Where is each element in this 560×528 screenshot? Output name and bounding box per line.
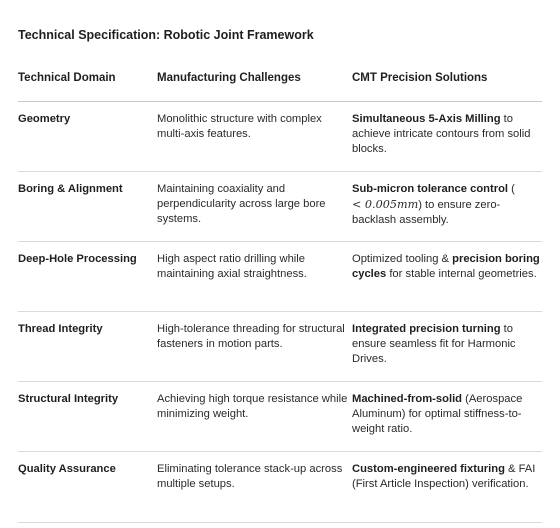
row-domain: Structural Integrity	[18, 393, 119, 405]
page-title: Technical Specification: Robotic Joint Framework	[18, 28, 314, 42]
row-solution	[352, 452, 542, 522]
row-domain: Deep-Hole Processing	[18, 253, 137, 265]
solution-text: & FAI (First Article Inspection) verification.	[352, 463, 536, 490]
row-domain: Quality Assurance	[18, 463, 116, 475]
solution-highlight: Simultaneous 5-Axis Milling	[352, 113, 501, 125]
table-row	[18, 382, 542, 452]
header-technical-domain: Technical Domain	[18, 72, 116, 84]
table-row	[18, 242, 542, 312]
table-row	[18, 172, 542, 242]
solution-text-pre: Optimized tooling &	[352, 253, 453, 265]
row-solution	[352, 242, 542, 311]
solution-highlight: Custom-engineered fixturing	[352, 463, 505, 475]
solution-text: (Aerospace Aluminum) for optimal stiffness-to-weight ratio.	[352, 393, 523, 435]
solution-text-tail: ) to ensure zero-backlash assembly.	[352, 199, 501, 226]
solution-text: for stable internal geometries.	[386, 268, 537, 280]
table-header-row	[18, 64, 542, 102]
row-challenge: Monolithic structure with complex multi-axis features.	[157, 113, 322, 140]
row-challenge: Eliminating tolerance stack-up across multiple setups.	[157, 463, 343, 490]
solution-highlight: Integrated precision turning	[352, 323, 501, 335]
row-challenge: High aspect ratio drilling while maintaining axial straightness.	[157, 253, 307, 280]
header-manufacturing-challenges: Manufacturing Challenges	[157, 72, 301, 84]
tolerance-math: < 0.005mm	[352, 198, 419, 211]
solution-highlight: Machined-from-solid	[352, 393, 463, 405]
row-domain: Geometry	[18, 113, 71, 125]
row-challenge: High-tolerance threading for structural fasteners in motion parts.	[157, 323, 345, 350]
row-challenge: Achieving high torque resistance while minimizing weight.	[157, 393, 348, 420]
solution-highlight: precision boring cycles	[352, 253, 540, 280]
row-domain: Boring & Alignment	[18, 183, 123, 195]
table-row	[18, 312, 542, 382]
solution-text: to achieve intricate contours from solid blocks.	[352, 113, 531, 155]
row-domain: Thread Integrity	[18, 323, 103, 335]
solution-text: to ensure seamless fit for Harmonic Drives.	[352, 323, 516, 365]
row-challenge: Maintaining coaxiality and perpendicularity across large bore systems.	[157, 183, 326, 225]
spec-table	[18, 64, 542, 523]
row-solution	[352, 382, 542, 451]
row-solution	[352, 102, 542, 171]
solution-text: (	[508, 183, 515, 195]
row-solution	[352, 172, 542, 241]
table-row	[18, 102, 542, 172]
solution-highlight: Sub-micron tolerance control	[352, 183, 509, 195]
table-row	[18, 452, 542, 523]
header-cmt-precision-solutions: CMT Precision Solutions	[352, 72, 488, 84]
row-solution	[352, 312, 542, 381]
